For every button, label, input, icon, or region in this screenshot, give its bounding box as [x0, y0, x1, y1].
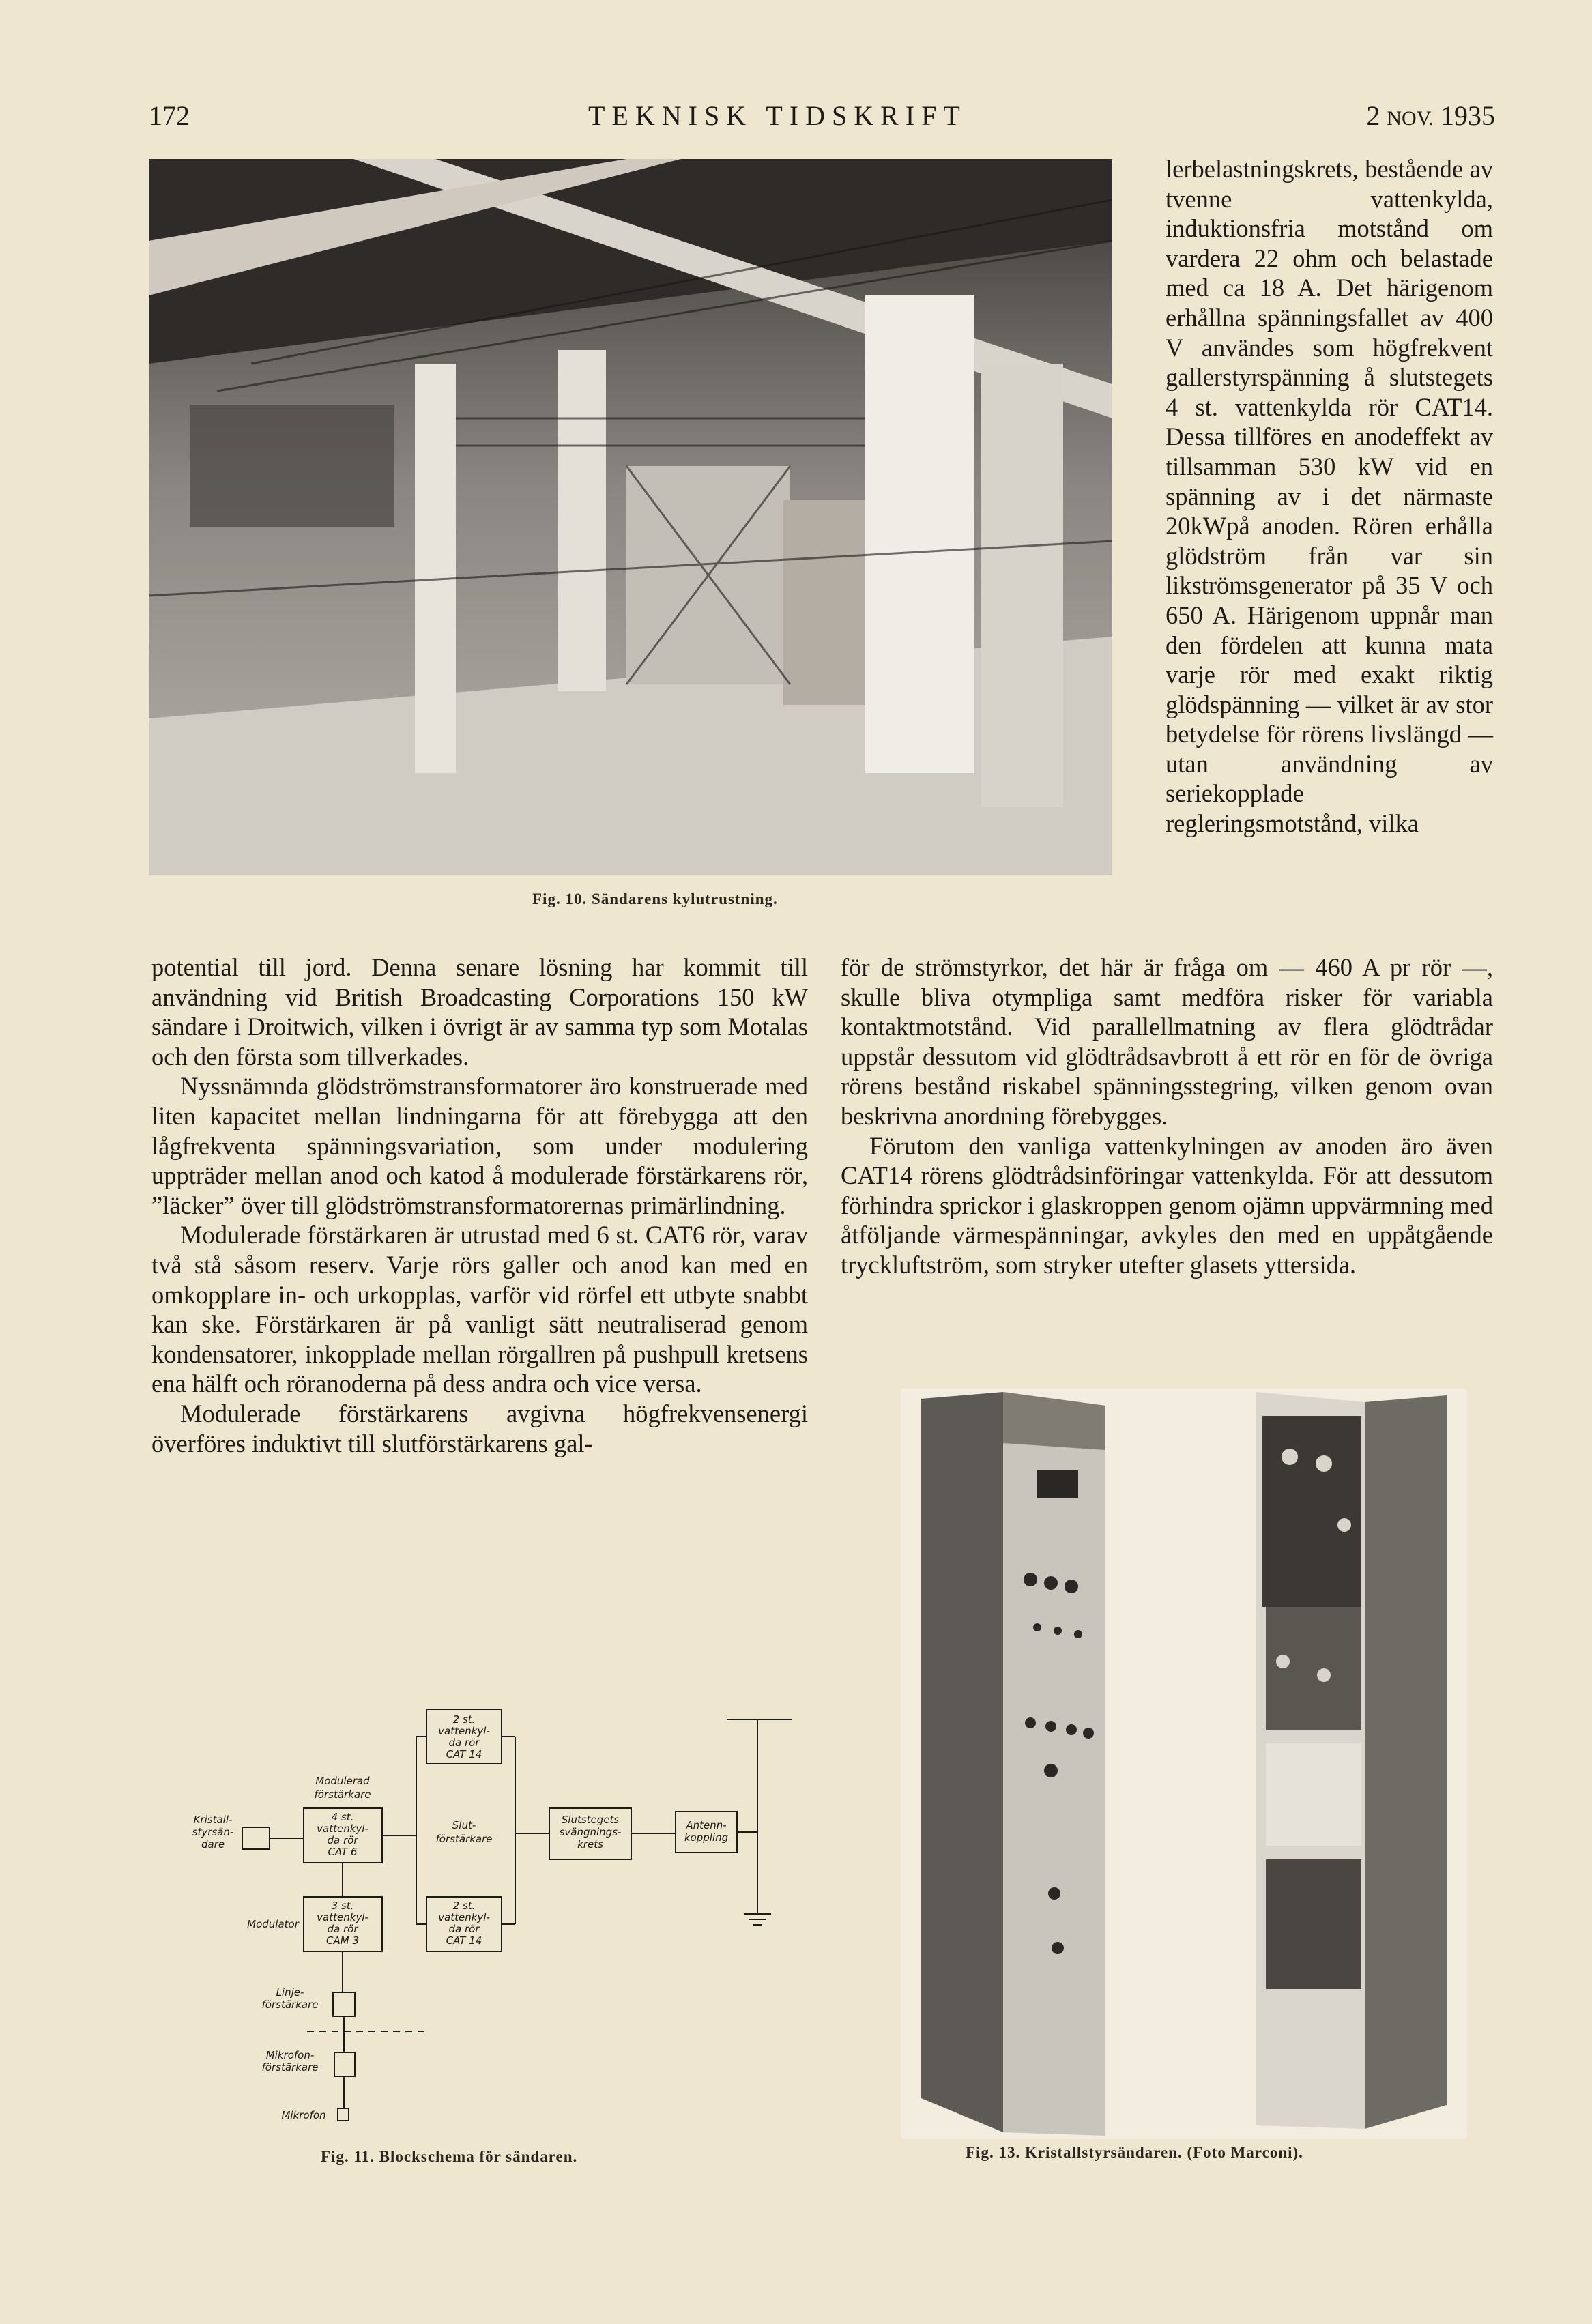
label-crystal-controller: Kristall- [193, 1814, 233, 1826]
svg-text:förstärkare: förstärkare [314, 1788, 371, 1801]
svg-text:förstärkare: förstärkare [261, 1999, 319, 2011]
paragraph: för de strömstyrkor, det här är fråga om — 460 A pr rör —, skulle bliva otympliga samt medföra risker för variabla kontaktmotstånd. Vid parallellmatning av flera glödtrådar uppstår dessutom vid glödtrådsavbrott å ett rör en för de övriga rörens bestånd riskabel spänningsstegring, vilken genom ovan beskrivna anordning förebygges. [841, 953, 1493, 1130]
svg-text:vattenkyl-: vattenkyl- [317, 1822, 368, 1835]
fig13-caption: Fig. 13. Kristallstyrsändaren. (Foto Marconi). [966, 2144, 1303, 2161]
crystal-transmitter-photo [901, 1389, 1467, 2139]
fig11-caption: Fig. 11. Blockschema för sändaren. [321, 2148, 578, 2165]
svg-text:CAT 6: CAT 6 [328, 1846, 358, 1858]
svg-text:svängnings-: svängnings- [559, 1826, 622, 1838]
svg-text:förstärkare: förstärkare [261, 2061, 319, 2074]
label-cat14-top: 2 st. [452, 1713, 476, 1726]
transmitter-block-diagram [171, 1692, 798, 2143]
label-mic-amp: Mikrofon- [265, 2049, 315, 2061]
paragraph: lerbelastningskrets, bestående av tvenne vattenkylda, induktionsfria motstånd om vardera 22 ohm och belastade med ca 18 A. Det härigenom erhållna spänningsfallet av 400 V användes som högfrekvent gallerstyrspänning å slutstegets 4 st. vattenkylda rör CAT14. Dessa tillföres en anodeffekt av tillsamman 530 kW vid en spänning av i det närmaste 20kWpå anoden. Rören erhålla glödström från var sin likströmsgenerator på 35 V och 650 A. Härigenom uppnår man den fördelen att kunna mata varje rör med exakt riktig glödspänning — vilket är av stor betydelse för rörens livslängd — utan användning av seriekopplade regleringsmotstånd, vilka [1166, 155, 1493, 838]
paragraph: potential till jord. Denna senare lösning har kommit till användning vid British Broadcasting Corporations 150 kW sändare i Droitwich, vilken i övrigt är av samma typ som Motalas och den första som tillverkades. [151, 953, 808, 1071]
label-cam3: 3 st. [331, 1900, 354, 1912]
svg-text:CAT 14: CAT 14 [446, 1748, 482, 1760]
paragraph: Modulerade förstärkarens avgivna högfrekvensenergi överföres induktivt till slutförstärkarens gal- [151, 1399, 808, 1457]
svg-text:da rör: da rör [448, 1923, 480, 1935]
paragraph: Förutom den vanliga vattenkylningen av anoden äro även CAT14 rörens glödtrådsinföringar vattenkylda. För att dessutom förhindra sprickor i glaskroppen genom ojämn uppvärmning med åtföljande värmespänningar, avkyles den med en uppåtgående tryckluftström, som stryker utefter glasets yttersida. [841, 1131, 1493, 1279]
paragraph: Nyssnämnda glödströmstransformatorer äro konstruerade med liten kapacitet mellan lindningarna för att förebygga att den lågfrekventa spänningsvariation, som under modulering uppträder mellan anod och katod å modulerade förstärkarens rör, ”läcker” över till glödströmstransformatorernas primärlindning. [151, 1072, 808, 1219]
left-column [151, 953, 808, 1458]
svg-text:vattenkyl-: vattenkyl- [317, 1911, 368, 1923]
svg-text:dare: dare [201, 1838, 225, 1850]
label-modulated-amp: Modulerad [315, 1775, 370, 1787]
cooling-equipment-photo [149, 159, 1112, 875]
label-line-amp: Linje- [276, 1986, 304, 1999]
svg-text:styrsän-: styrsän- [192, 1826, 234, 1838]
svg-text:krets: krets [577, 1838, 603, 1850]
label-antenna-coupling: Antenn- [686, 1819, 727, 1831]
label-microphone: Mikrofon [281, 2109, 326, 2121]
svg-text:vattenkyl-: vattenkyl- [438, 1725, 490, 1737]
page-number: 172 [149, 100, 190, 131]
svg-text:da rör: da rör [327, 1834, 358, 1846]
journal-title: TEKNISK TIDSKRIFT [588, 100, 967, 131]
paragraph: Modulerade förstärkaren är utrustad med 6 st. CAT6 rör, varav två stå såsom reserv. Varje rörs galler och anod kan med en omkopplare in- och urkopplas, varför vid rörfel ett utbyte snabbt kan ske. Förstärkaren är på vanligt sätt neutraliserad genom kondensatorer, inkopplade mellan rörgallren på pushpull kretsens ena hälft och röranoderna på dess andra och vice versa. [151, 1221, 808, 1398]
svg-text:da rör: da rör [327, 1923, 358, 1935]
label-final-amp: Slut- [452, 1819, 476, 1831]
svg-text:koppling: koppling [684, 1831, 729, 1844]
label-modulator: Modulator [247, 1918, 299, 1930]
svg-text:da rör: da rör [448, 1737, 480, 1749]
svg-text:vattenkyl-: vattenkyl- [438, 1911, 490, 1923]
svg-text:CAT 14: CAT 14 [446, 1934, 482, 1947]
fig10-caption: Fig. 10. Sändarens kylutrustning. [532, 890, 778, 907]
label-final-tank-circuit: Slutstegets [561, 1814, 620, 1826]
label-cat6: 4 st. [331, 1811, 354, 1823]
right-column-bottom [841, 953, 1493, 1280]
issue-date: 2 NOV. 1935 [1366, 100, 1495, 131]
svg-text:CAM 3: CAM 3 [326, 1934, 359, 1947]
right-column-top [1166, 154, 1493, 839]
svg-text:förstärkare: förstärkare [435, 1833, 493, 1845]
label-cat14-bottom: 2 st. [452, 1900, 476, 1912]
